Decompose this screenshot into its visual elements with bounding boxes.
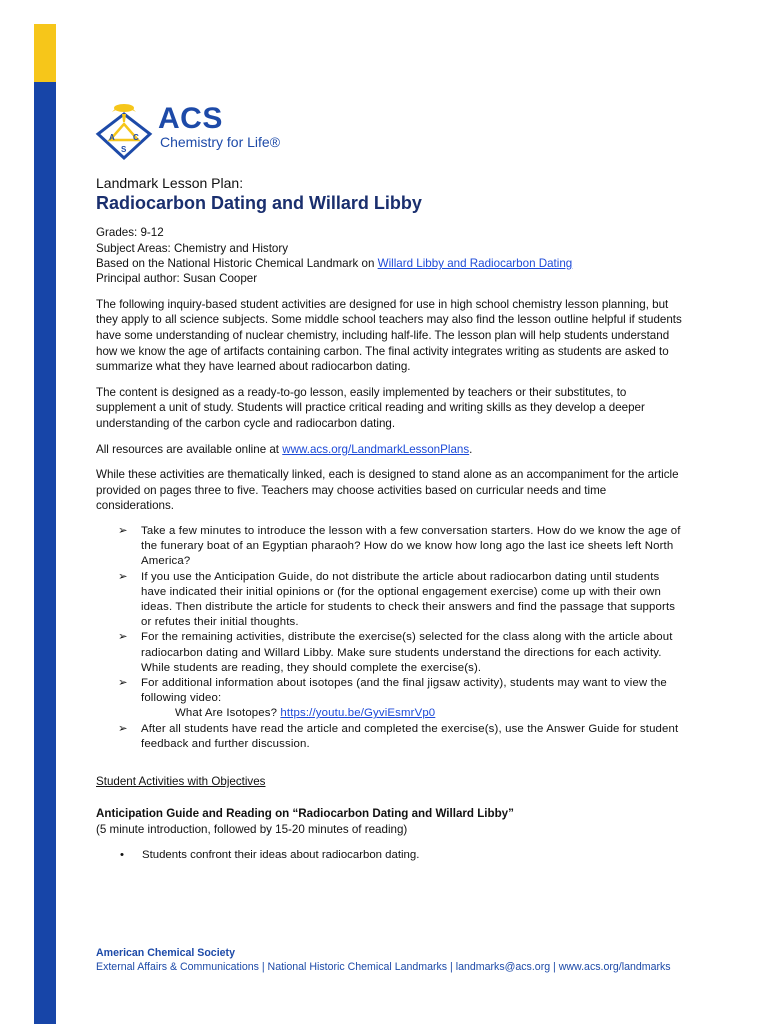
seal-letter-a: A bbox=[109, 133, 115, 142]
sidebar-accent-blue bbox=[34, 82, 56, 1024]
resources-paragraph bbox=[96, 442, 686, 458]
video-link[interactable]: https://youtu.be/GyviEsmrVp0 bbox=[280, 707, 436, 720]
landmark-link[interactable]: Willard Libby and Radiocarbon Dating bbox=[377, 257, 573, 270]
arrow-bullet-icon: ➢ bbox=[118, 722, 128, 735]
list-item bbox=[118, 676, 686, 722]
footer-org: American Chemical Society bbox=[96, 947, 235, 959]
seal-letter-c: C bbox=[133, 133, 139, 142]
logo-tagline: Chemistry for Life® bbox=[160, 134, 281, 150]
intro-paragraph-4: While these activities are thematically linked, each is designed to stand alone as an accompaniment for the article provided on pages three to five. Teachers may choose activities based on curricular needs and time considerations. bbox=[96, 468, 679, 513]
anticipation-title: Anticipation Guide and Reading on “Radiocarbon Dating and Willard Libby” bbox=[96, 806, 514, 820]
lesson-plans-link[interactable]: www.acs.org/LandmarkLessonPlans bbox=[282, 442, 470, 456]
list-item bbox=[118, 524, 686, 570]
page-footer bbox=[96, 946, 736, 974]
dot-bullet-icon: • bbox=[120, 848, 124, 861]
based-on-prefix: Based on the National Historic Chemical Landmark on bbox=[96, 257, 378, 270]
grades-line: Grades: 9-12 bbox=[96, 226, 164, 240]
resources-suffix: . bbox=[469, 442, 473, 456]
anticipation-subtitle: (5 minute introduction, followed by 15-20 minutes of reading) bbox=[96, 823, 408, 837]
document-body bbox=[96, 176, 686, 863]
list-item bbox=[118, 570, 686, 631]
acs-logo bbox=[94, 100, 284, 162]
footer-contact: External Affairs & Communications | National Historic Chemical Landmarks | landmarks@acs.org | www.acs.org/landmarks bbox=[96, 961, 671, 973]
logo-wordmark: ACS bbox=[158, 102, 223, 135]
list-item-text: Take a few minutes to introduce the lesson with a few conversation starters. How do we know the age of the funerary boat of an Egyptian pharaoh? How do we know how long ago the last ice sheets left North America? bbox=[141, 524, 681, 568]
list-item-text: For the remaining activities, distribute the exercise(s) selected for the class along with the article about radiocarbon dating and Willard Libby. Make sure students understand the directions for each activity. While students are reading, they should complete the exercise(s). bbox=[141, 631, 673, 674]
arrow-bullet-icon: ➢ bbox=[118, 631, 128, 644]
sidebar-accent-yellow bbox=[34, 24, 56, 82]
lesson-meta bbox=[96, 225, 686, 287]
subjects-line: Subject Areas: Chemistry and History bbox=[96, 241, 289, 255]
objectives-list bbox=[120, 848, 686, 864]
arrow-bullet-icon: ➢ bbox=[118, 570, 128, 583]
list-item-text: For additional information about isotopes (and the final jigsaw activity), students may want to view the following video: bbox=[141, 676, 667, 705]
seal-letter-s: S bbox=[121, 145, 127, 154]
acs-seal-icon bbox=[94, 100, 154, 162]
instruction-list bbox=[118, 524, 686, 752]
arrow-bullet-icon: ➢ bbox=[118, 524, 128, 537]
list-item bbox=[118, 630, 686, 676]
author-line: Principal author: Susan Cooper bbox=[96, 272, 258, 286]
video-label: What Are Isotopes? bbox=[175, 707, 281, 720]
list-item-text: After all students have read the article and completed the exercise(s), use the Answer Guide for student feedback and further discussion. bbox=[141, 722, 679, 750]
arrow-bullet-icon: ➢ bbox=[118, 676, 128, 689]
list-item bbox=[120, 848, 686, 864]
document-title: Radiocarbon Dating and Willard Libby bbox=[96, 192, 422, 213]
list-item-text: If you use the Anticipation Guide, do not distribute the article about radiocarbon dating until students have indicated their initial opinions or (for the optional engagement exercise) come up with their own ideas. Then distribute the article for students to check their answers and find the passage that supports or refutes their initial thoughts. bbox=[141, 570, 676, 629]
objectives-heading: Student Activities with Objectives bbox=[96, 774, 266, 788]
intro-paragraph-2: The content is designed as a ready-to-go lesson, easily implemented by teachers or their substitutes, to supplement a unit of study. Students will practice critical reading and writing skills as they develop a deeper understanding of the carbon cycle and radiocarbon dating. bbox=[96, 385, 645, 430]
video-line bbox=[141, 706, 686, 721]
list-item-text: Students confront their ideas about radiocarbon dating. bbox=[142, 848, 420, 861]
intro-paragraph-1: The following inquiry-based student activities are designed for use in high school chemistry lesson planning, but they apply to all science subjects. Some middle school teachers may also find the lesson outline helpful if students have some understanding of nuclear chemistry, including half-life. The lesson plan will help students understand how we know the age of artifacts containing carbon. The final activity integrates writing as students are asked to summarize what they have learned about radiocarbon dating. bbox=[96, 297, 682, 374]
resources-prefix: All resources are available online at bbox=[96, 442, 283, 456]
landmark-label: Landmark Lesson Plan: bbox=[96, 175, 244, 191]
based-on-line bbox=[96, 256, 686, 271]
list-item bbox=[118, 722, 686, 752]
